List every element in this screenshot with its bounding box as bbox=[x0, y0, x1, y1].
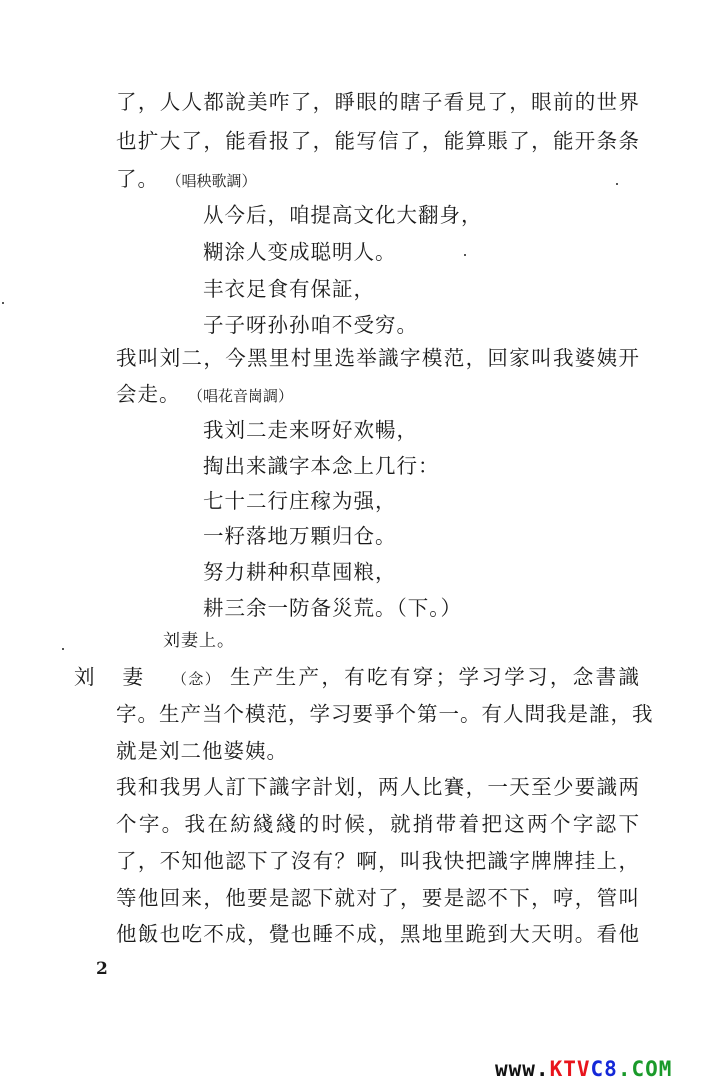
tune-note: （唱秧歌調） bbox=[166, 172, 257, 190]
text-line: 也扩大了，能看报了，能写信了，能算賬了，能开条条 bbox=[116, 129, 640, 153]
watermark-part3: .COM bbox=[617, 1057, 673, 1081]
recite-note: （念） bbox=[172, 670, 222, 688]
text-line: 了，人人都說美咋了，睜眼的瞎子看見了，眼前的世界 bbox=[116, 90, 640, 114]
verse-line: 掏出来識字本念上几行： bbox=[203, 454, 440, 478]
watermark-prefix: www. bbox=[495, 1057, 550, 1081]
verse-line: 我刘二走来呀好欢暢， bbox=[203, 418, 418, 442]
verse-line: 丰衣足食有保証， bbox=[203, 277, 375, 301]
text-line: 就是刘二他婆姨。 bbox=[116, 739, 288, 763]
speaker-name-part: 刘 bbox=[74, 665, 95, 689]
verse-line: 从今后，咱提高文化大翻身， bbox=[203, 203, 483, 227]
speaker-name-part: 妻 bbox=[122, 665, 143, 689]
verse-line: 七十二行庄稼为强， bbox=[203, 489, 397, 513]
verse-line: 一籽落地万顆归仓。 bbox=[203, 524, 397, 548]
text-line bbox=[172, 663, 640, 693]
text-line: 字。生产当个模范，学习要爭个第一。有人問我是誰，我 bbox=[116, 702, 654, 726]
tune-note: （唱花音崗調） bbox=[188, 387, 294, 405]
text-span: 了。 bbox=[116, 167, 159, 191]
text-line bbox=[116, 380, 640, 410]
stage-direction: 刘妻上。 bbox=[163, 631, 235, 651]
text-line: 了，不知他認下了沒有？啊，叫我快把識字牌牌挂上， bbox=[116, 849, 640, 873]
text-span: 生产生产，有吃有穿；学习学习，念書識 bbox=[229, 665, 640, 689]
watermark bbox=[495, 1057, 672, 1081]
text-line: 等他回来，他要是認下就对了，要是認不下，哼，管叫 bbox=[116, 886, 640, 910]
verse-line: 子子呀孙孙咱不受穷。 bbox=[203, 313, 418, 337]
verse-line: 耕三余一防备災荒。（下。） bbox=[203, 596, 462, 620]
text-line: 我叫刘二，今黑里村里选举識字模范，回家叫我婆姨开 bbox=[116, 346, 640, 370]
scan-speck bbox=[62, 648, 64, 650]
text-line bbox=[116, 165, 640, 195]
watermark-part1: KTV bbox=[549, 1057, 591, 1081]
verse-line: 努力耕种积草囤粮， bbox=[203, 560, 397, 584]
scan-speck bbox=[2, 302, 4, 304]
verse-line: 糊涂人变成聪明人。 bbox=[203, 240, 397, 264]
page-number: 2 bbox=[96, 959, 108, 979]
scan-speck bbox=[616, 183, 618, 185]
scan-speck bbox=[464, 254, 466, 256]
text-line: 我和我男人訂下識字計划，两人比賽，一天至少要識两 bbox=[116, 775, 640, 799]
speaker-label bbox=[74, 663, 143, 691]
watermark-part2: C8 bbox=[590, 1057, 618, 1081]
text-line: 他飯也吃不成，覺也睡不成，黑地里跪到大天明。看他 bbox=[116, 922, 640, 946]
text-line: 个字。我在紡綫綫的时候，就捎带着把这两个字認下 bbox=[116, 812, 640, 836]
text-span: 会走。 bbox=[116, 382, 181, 406]
